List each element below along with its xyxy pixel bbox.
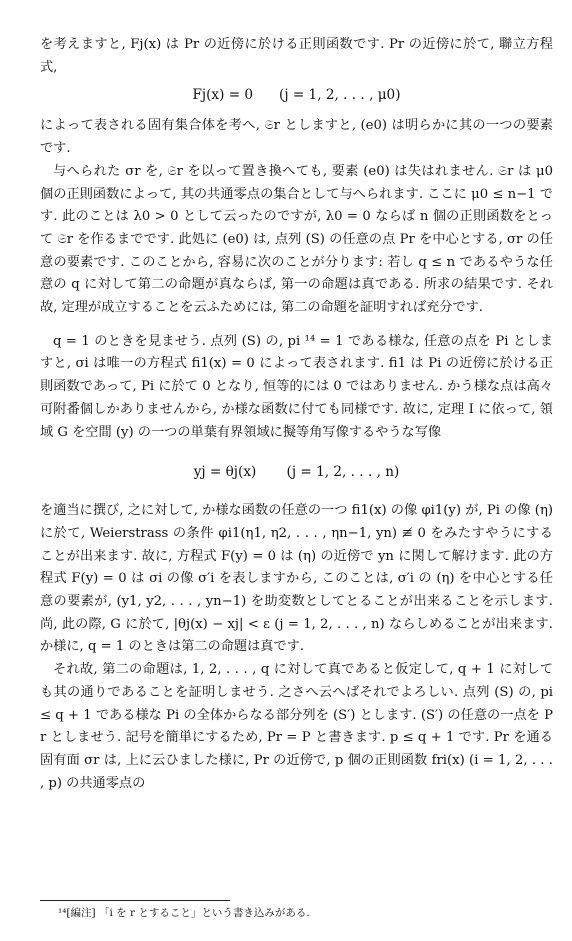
paragraph-6: それ故, 第二の命題は, 1, 2, . . . , q に対して真であると仮定して, q + 1 に対しても其の通りであることを証明しませう. 之さへ云へばそれでよろしい. 点列 (S) の, pi ≤ q + 1 である様な Pi の全体からなる部分列を (S′) とします. (S′) の任意の一点を Pr としませう. 記号を簡単にするため, Pr = P と書きます. p ≤ q + 1 です. Pr を通る固有面 σr は, 上に云ひました様に, Pr の近傍で, p 個の正則函数 fri(x) (i = 1, 2, . . . , p) の共通零点の bbox=[40, 662, 553, 791]
footnote: ¹⁴[編注] 「i を r とすること」という書き込みがある. bbox=[58, 907, 310, 919]
paragraph-5: を適当に撰び, 之に対して, か様な函数の任意の一つ fi1(x) の像 φi1(y) が, Pi の像 (η) に於て, Weierstrass の条件 φi1(η1, η2, . . . , ηn−1, yn) ≢ 0 をみたすやうにすることが出来ます. 故に, 方程式 F(y) = 0 は (η) の近傍で yn に関して解けます. 此の方程式 F(y) = 0 は σi の像 σ′i を表しますから, このことは, σ′i の (η) を中心とする任意の要素が, (y1, y2, . . . , yn−1) を助変数としてとることが出来ることを示します. 尚, 此の際, G に於て, |θj(x) − xj| < ε (j = 1, 2, . . . , n) ならしめることが出来ます. か様に, q = 1 のときは第二の命題は真です. bbox=[40, 503, 553, 655]
equation-fj: Fj(x) = 0 (j = 1, 2, . . . , μ0) bbox=[192, 87, 401, 104]
paragraph-1: を考えますと, Fj(x) は Pr の近傍に於ける正則函数です. Pr の近傍に於て, 聯立方程式, bbox=[40, 37, 553, 75]
equation-mapping: yj = θj(x) (j = 1, 2, . . . , n) bbox=[193, 464, 400, 481]
paragraph-4: q = 1 のときを見ませう. 点列 (S) の, pi ¹⁴ = 1 である様な, 任意の点を Pi としますと, σi は唯一の方程式 fi1(x) = 0 によって表されます. fi1 は Pi の近傍に於ける正則函数であって, Pi に於て 0 となり, 恒等的には 0 ではありません. かう様な点は高々可附番個しかありませんから, か様な函数に付ても同様です. 故に, 定理 I に依って, 領域 G を空間 (y) の一つの単葉有界領域に擬等角写像するやうな写像 bbox=[40, 333, 553, 440]
paragraph-3: 与へられた σr を, 𝔖r を以って置き換へても, 要素 (e0) は失はれません. 𝔖r は μ0 個の正則函数によって, 其の共通零点の集合として与へられます. ここに μ0 ≤ n−1 です. 此のことは λ0 > 0 として云ったのですが, λ0 = 0 ならば n 個の正則函数をとって 𝔖r を作るまでです. 此処に (e0) は, 点列 (S) の任意の点 Pr を中心とする, σr の任意の要素です. このことから, 容易に次のことが分ります: 若し q ≤ n であるやうな任意の q に対して第二の命題が真ならば, 第一の命題は真である. 所求の結果です. それ故, 定理が成立することを云ふためには, 第二の命題を証明すれば充分です. bbox=[40, 163, 553, 316]
paragraph-2: によって表される固有集合体を考へ, 𝔖r としますと, (e0) は明らかに其の一つの要素です. bbox=[40, 118, 553, 157]
page-body bbox=[40, 34, 553, 795]
footnote-rule bbox=[40, 900, 230, 901]
